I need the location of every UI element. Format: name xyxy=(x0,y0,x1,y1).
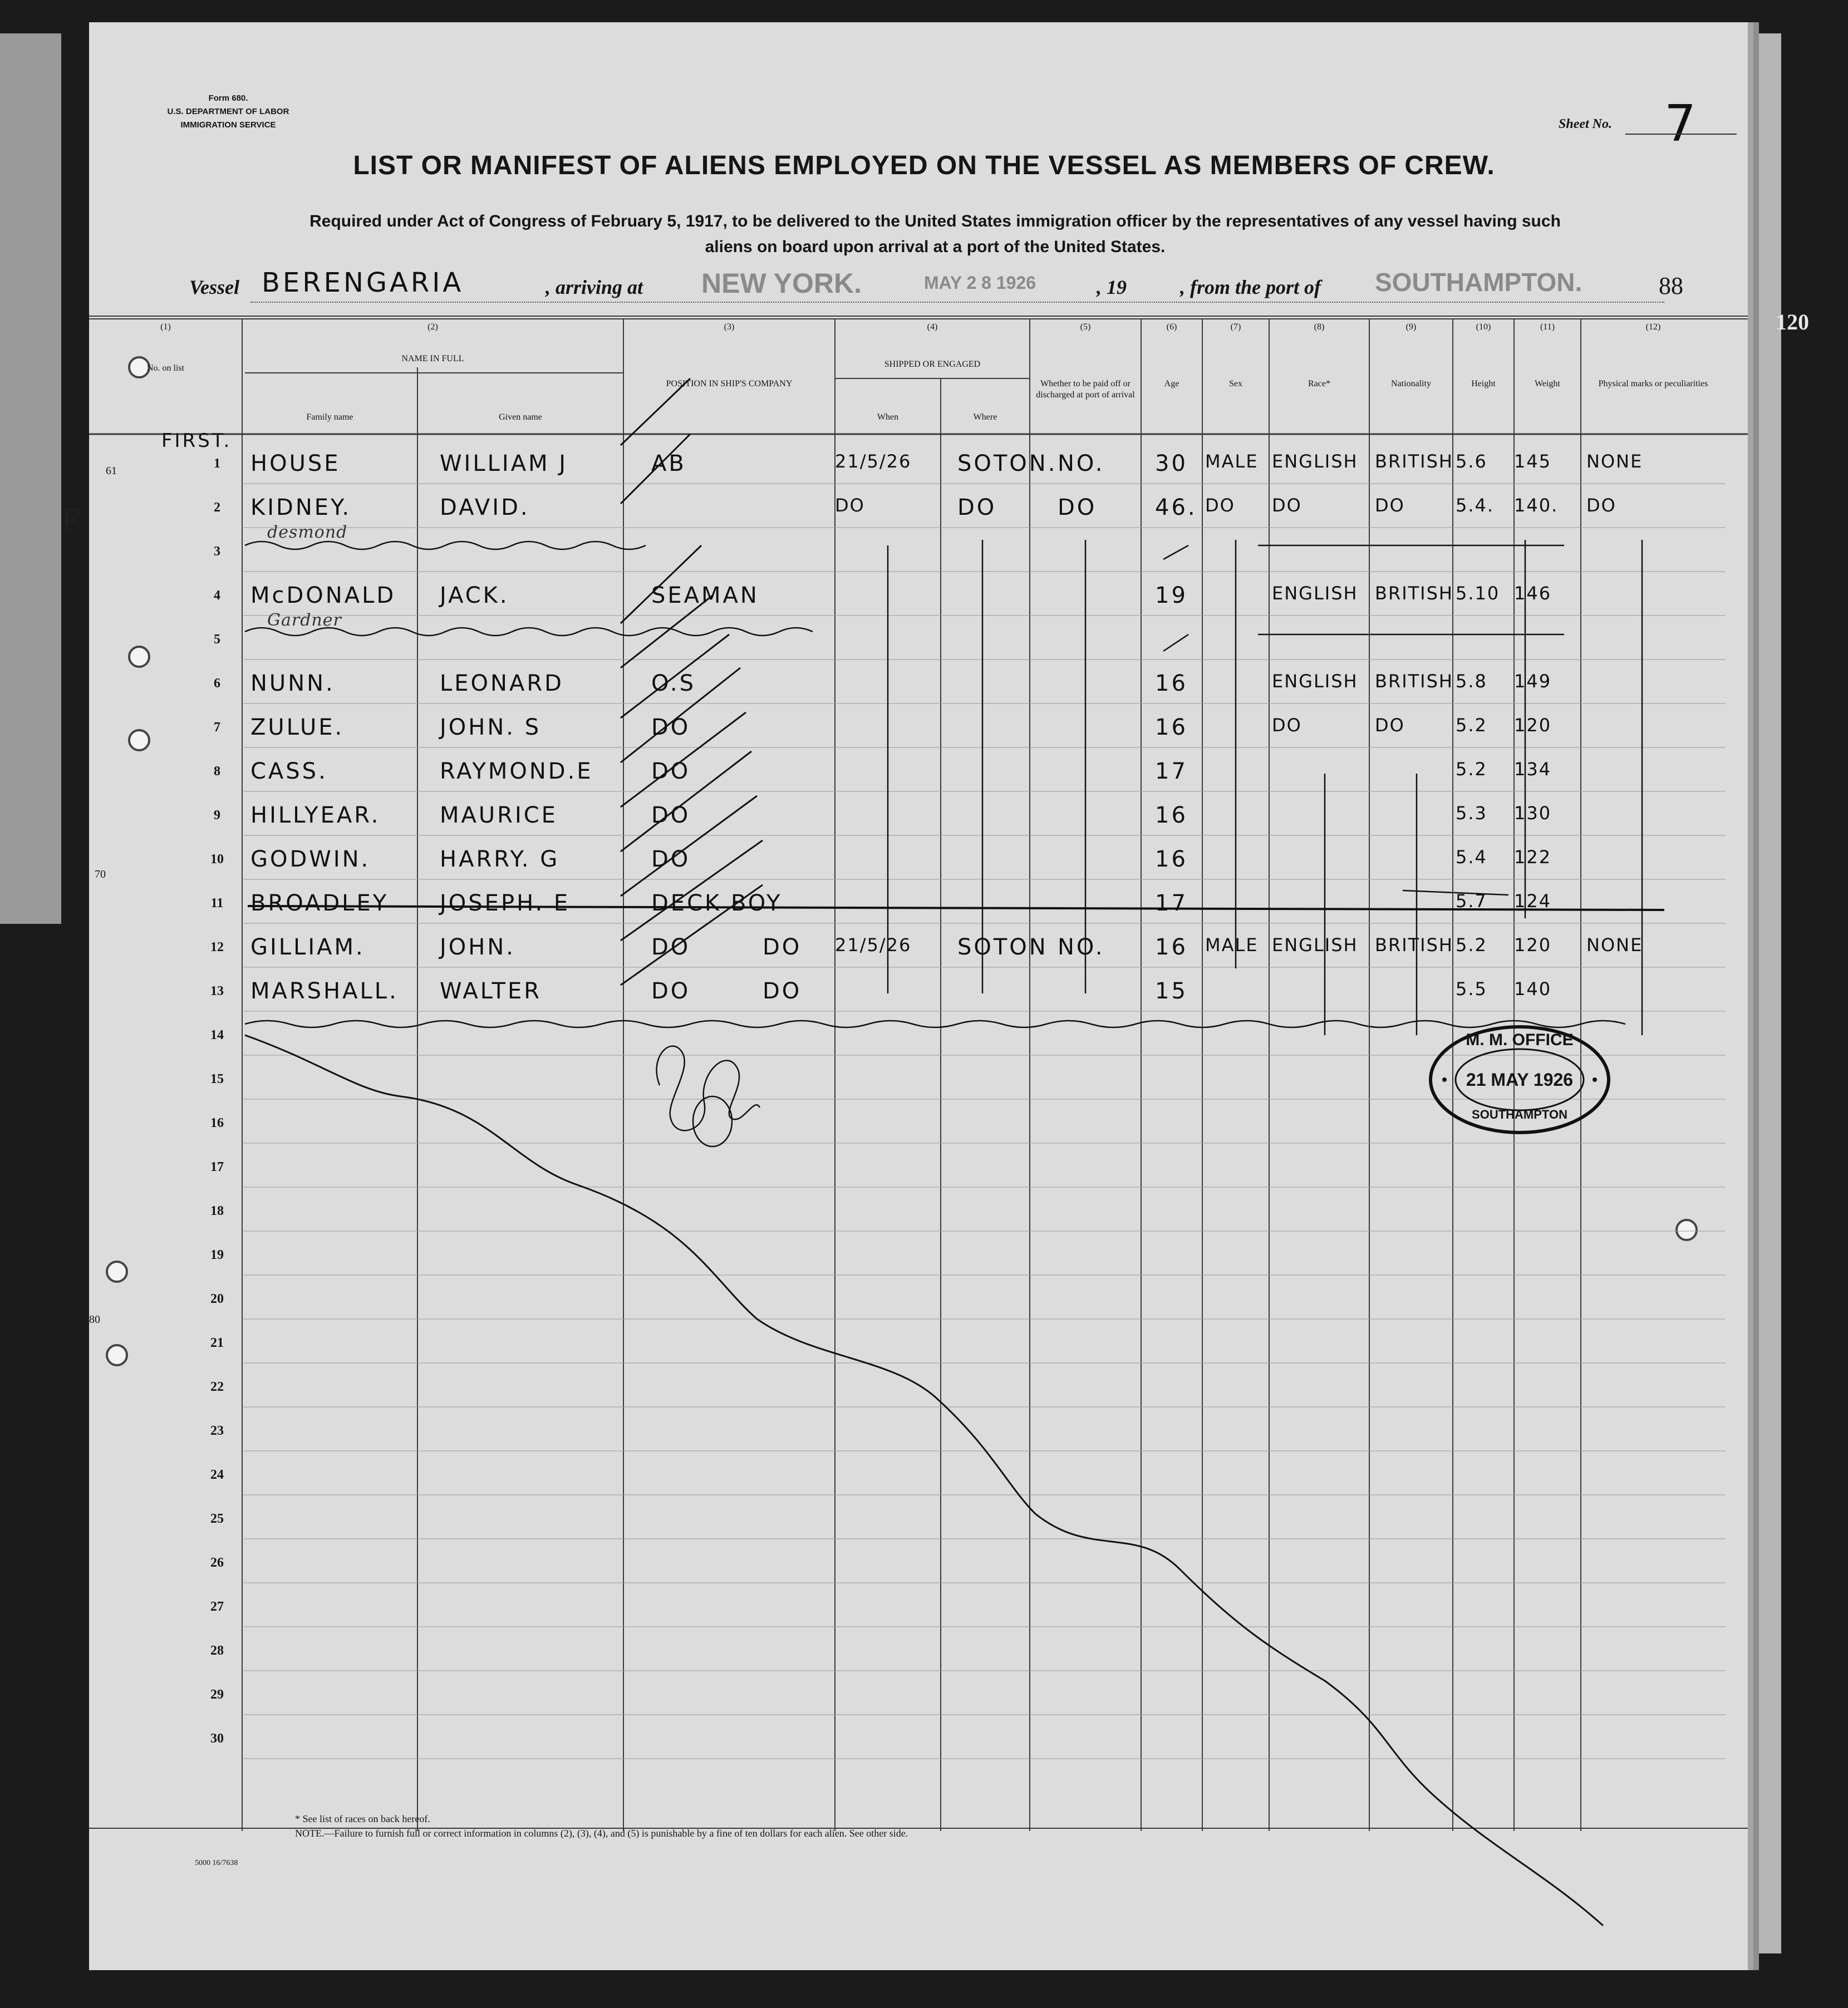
cell-height: 5.8 xyxy=(1456,671,1487,692)
row-number: 24 xyxy=(210,1468,224,1482)
cell-age: 30 xyxy=(1155,451,1188,476)
cell-position: SEAMAN xyxy=(651,583,759,608)
cell-position2: DO xyxy=(763,934,802,960)
cell-family: GODWIN. xyxy=(250,846,371,872)
cell-family: BROADLEY xyxy=(250,890,389,916)
cell-given: JOSEPH. E xyxy=(440,890,571,916)
row-number: 27 xyxy=(210,1599,224,1614)
column-subheader: Given name xyxy=(499,412,542,422)
cell-given: MAURICE xyxy=(440,803,558,828)
cell-age: 16 xyxy=(1155,934,1188,960)
cell-height: 5.10 xyxy=(1456,583,1500,604)
cell-paid-off: DO xyxy=(1058,495,1097,520)
cell-family: MARSHALL. xyxy=(250,978,399,1004)
requirement-line-1: Required under Act of Congress of February 5, 1917, to be delivered to the United States immigration officer by the representatives of any vessel having such xyxy=(309,212,1561,230)
cell-where: SOTON. xyxy=(957,451,1058,476)
row-number: 4 xyxy=(214,588,220,603)
department: U.S. DEPARTMENT OF LABOR xyxy=(167,107,289,116)
row-number: 13 xyxy=(210,984,224,998)
cell-marks: NONE xyxy=(1586,451,1643,472)
cell-family: GILLIAM. xyxy=(250,934,365,960)
row-number: 19 xyxy=(210,1248,224,1262)
fine-note: NOTE.—Failure to furnish full or correct information in columns (2), (3), (4), and (5) is punishable by a fine of ten dollars for each alien. See other side. xyxy=(295,1828,908,1839)
row-number: 23 xyxy=(210,1424,224,1438)
row-number: 14 xyxy=(210,1028,224,1042)
first-class-marker: FIRST. xyxy=(161,430,232,452)
margin-letter: F xyxy=(61,501,80,538)
vessel-label: Vessel xyxy=(189,276,239,298)
column-header: Age xyxy=(1164,379,1179,388)
row-number: 28 xyxy=(210,1643,224,1658)
race-note: * See list of races on back hereof. xyxy=(295,1813,430,1824)
cell-weight: 124 xyxy=(1514,890,1552,912)
cell-age: 46. xyxy=(1155,495,1197,520)
column-header: SHIPPED OR ENGAGED xyxy=(884,360,981,369)
row-number: 3 xyxy=(214,544,220,559)
cell-height: 5.6 xyxy=(1456,451,1487,472)
cell-age: 16 xyxy=(1155,803,1188,828)
cell-position: O.S xyxy=(651,671,696,696)
cell-position: DO xyxy=(651,715,691,740)
column-number: (9) xyxy=(1405,322,1417,332)
cell-given: JACK. xyxy=(440,583,509,608)
cell-when: 21/5/26 xyxy=(835,934,912,956)
cell-weight: 149 xyxy=(1514,671,1552,692)
row-number: 15 xyxy=(210,1072,224,1086)
cell-given: JOHN. xyxy=(440,934,515,960)
vessel-name: BERENGARIA xyxy=(262,267,464,298)
form-number: Form 680. xyxy=(208,93,248,103)
stamp-bottom-text: SOUTHAMPTON xyxy=(1472,1108,1567,1121)
cell-paid-off: NO. xyxy=(1058,934,1105,960)
column-number: (2) xyxy=(427,322,438,332)
cell-position: DO xyxy=(651,978,691,1004)
cell-weight: 130 xyxy=(1514,803,1552,824)
cell-weight: 120 xyxy=(1514,715,1552,736)
cell-given: DAVID. xyxy=(440,495,530,520)
column-subheader: When xyxy=(877,412,899,422)
row-number: 30 xyxy=(210,1731,224,1746)
row-number: 9 xyxy=(214,808,220,823)
row-number: 8 xyxy=(214,764,220,779)
row-number: 29 xyxy=(210,1687,224,1702)
cell-family: CASS. xyxy=(250,759,328,784)
cell-height: 5.3 xyxy=(1456,803,1487,824)
row-number: 10 xyxy=(210,852,224,867)
cell-race: ENGLISH xyxy=(1272,583,1358,604)
row-number: 11 xyxy=(210,896,224,911)
cell-height: 5.2 xyxy=(1456,715,1487,736)
cell-race: ENGLISH xyxy=(1272,451,1358,472)
page-number: 88 xyxy=(1659,272,1683,299)
cell-age: 17 xyxy=(1155,890,1188,916)
column-number: (1) xyxy=(160,322,171,332)
cell-given: LEONARD xyxy=(440,671,564,696)
stamp-top-text: M. M. OFFICE xyxy=(1466,1031,1574,1049)
cell-height: 5.2 xyxy=(1456,934,1487,956)
margin-mark-61: 61 xyxy=(106,465,117,477)
margin-number: 120 xyxy=(1776,309,1809,334)
service: IMMIGRATION SERVICE xyxy=(180,120,276,130)
row-number: 22 xyxy=(210,1380,224,1394)
column-header: Physical marks or peculiarities xyxy=(1598,379,1708,388)
page-title: LIST OR MANIFEST OF ALIENS EMPLOYED ON THE VESSEL AS MEMBERS OF CREW. xyxy=(353,151,1495,180)
cell-height: 5.4. xyxy=(1456,495,1495,516)
column-number: (7) xyxy=(1230,322,1241,332)
row-number: 25 xyxy=(210,1512,224,1526)
from-label: , from the port of xyxy=(1180,276,1321,298)
cell-nationality: BRITISH xyxy=(1375,671,1453,692)
cell-given: RAYMOND.E xyxy=(440,759,593,784)
cell-given: HARRY. G xyxy=(440,846,560,872)
margin-mark-80: 80 xyxy=(89,1313,100,1326)
mm-office-stamp xyxy=(1428,1024,1611,1135)
print-code: 5000 16/7638 xyxy=(195,1859,238,1867)
row-number: 5 xyxy=(214,632,220,647)
cell-weight: 145 xyxy=(1514,451,1552,472)
cell-age: 15 xyxy=(1155,978,1188,1004)
departure-port: SOUTHAMPTON. xyxy=(1375,268,1582,297)
cell-sex: MALE xyxy=(1205,451,1259,472)
margin-mark-70: 70 xyxy=(95,868,106,880)
cell-sex: MALE xyxy=(1205,934,1259,956)
cell-age: 16 xyxy=(1155,846,1188,872)
cell-height: 5.5 xyxy=(1456,978,1487,1000)
column-header: Weight xyxy=(1535,379,1560,388)
column-header: NAME IN FULL xyxy=(401,354,464,363)
cell-family: ZULUE. xyxy=(250,715,345,740)
cell-height: 5.2 xyxy=(1456,759,1487,780)
column-header: POSITION IN SHIP'S COMPANY xyxy=(666,379,793,388)
row-number: 18 xyxy=(210,1204,224,1218)
cell-weight: 146 xyxy=(1514,583,1552,604)
requirement-line-2: aliens on board upon arrival at a port of the United States. xyxy=(705,238,1166,256)
cell-where: DO xyxy=(957,495,997,520)
cell-annotation: Gardner xyxy=(267,611,342,630)
cell-paid-off: NO. xyxy=(1058,451,1105,476)
cell-race: ENGLISH xyxy=(1272,671,1358,692)
cell-when: DO xyxy=(835,495,865,516)
cell-position: DO xyxy=(651,846,691,872)
column-number: (12) xyxy=(1645,322,1661,332)
row-number: 17 xyxy=(210,1160,224,1174)
cell-position: DECK BOY xyxy=(651,890,783,916)
cell-age: 16 xyxy=(1155,671,1188,696)
row-number: 21 xyxy=(210,1336,224,1350)
row-number: 6 xyxy=(214,676,220,691)
cell-family: KIDNEY. xyxy=(250,495,352,520)
cell-position: DO xyxy=(651,759,691,784)
column-number: (6) xyxy=(1166,322,1177,332)
cell-marks: NONE xyxy=(1586,934,1643,956)
cell-family: NUNN. xyxy=(250,671,335,696)
cell-sex: DO xyxy=(1205,495,1235,516)
cell-weight: 140. xyxy=(1514,495,1559,516)
cell-nationality: DO xyxy=(1375,495,1405,516)
column-subheader: Family name xyxy=(306,412,353,422)
column-number: (11) xyxy=(1540,322,1555,332)
cell-given: WILLIAM J xyxy=(440,451,568,476)
cell-nationality: BRITISH xyxy=(1375,583,1453,604)
row-number: 7 xyxy=(214,720,220,735)
year-label: , 19 xyxy=(1097,276,1127,298)
row-number: 26 xyxy=(210,1556,224,1570)
cell-height: 5.7 xyxy=(1456,890,1487,912)
cell-race: ENGLISH xyxy=(1272,934,1358,956)
cell-nationality: DO xyxy=(1375,715,1405,736)
cell-weight: 140 xyxy=(1514,978,1552,1000)
row-number: 20 xyxy=(210,1292,224,1306)
cell-weight: 122 xyxy=(1514,846,1552,868)
cell-family: HOUSE xyxy=(250,451,341,476)
column-subheader: Where xyxy=(973,412,997,422)
row-number: 1 xyxy=(214,456,220,471)
row-number: 2 xyxy=(214,500,220,515)
column-header: Sex xyxy=(1229,379,1242,388)
sheet-number: 7 xyxy=(1664,95,1697,153)
cell-marks: DO xyxy=(1586,495,1616,516)
arriving-port: NEW YORK. xyxy=(701,268,862,299)
arriving-label: , arriving at xyxy=(545,276,643,298)
cell-position: AB xyxy=(651,451,686,476)
cell-weight: 134 xyxy=(1514,759,1552,780)
cell-family: McDONALD xyxy=(250,583,396,608)
column-header: Whether to be paid off or discharged at port of arrival xyxy=(1036,379,1135,400)
cell-annotation: desmond xyxy=(267,523,348,542)
cell-when: 21/5/26 xyxy=(835,451,912,472)
column-header: Race* xyxy=(1308,379,1330,388)
footer-notes xyxy=(295,1812,908,1840)
column-number: (3) xyxy=(724,322,735,332)
row-number: 12 xyxy=(210,940,224,954)
row-number: 16 xyxy=(210,1116,224,1130)
cell-nationality: BRITISH xyxy=(1375,934,1453,956)
column-header: Nationality xyxy=(1391,379,1431,388)
previous-page-edge xyxy=(0,33,61,924)
sheet-label: Sheet No. xyxy=(1559,117,1612,131)
cell-position2: DO xyxy=(763,978,802,1004)
cell-where: SOTON xyxy=(957,934,1048,960)
column-header: Height xyxy=(1471,379,1496,388)
cell-age: 16 xyxy=(1155,715,1188,740)
column-number: (4) xyxy=(927,322,938,332)
manifest-sheet xyxy=(89,22,1748,1970)
cell-given: JOHN. S xyxy=(440,715,542,740)
cell-nationality: BRITISH xyxy=(1375,451,1453,472)
cell-age: 17 xyxy=(1155,759,1188,784)
cell-race: DO xyxy=(1272,715,1302,736)
column-number: (5) xyxy=(1080,322,1091,332)
cell-age: 19 xyxy=(1155,583,1188,608)
cell-position: DO xyxy=(651,934,691,960)
cell-height: 5.4 xyxy=(1456,846,1487,868)
cell-race: DO xyxy=(1272,495,1302,516)
cell-weight: 120 xyxy=(1514,934,1552,956)
arrival-date-stamp: MAY 2 8 1926 xyxy=(924,273,1036,293)
cell-given: WALTER xyxy=(440,978,542,1004)
cell-family: HILLYEAR. xyxy=(250,803,381,828)
column-header: No. on list xyxy=(146,363,185,373)
stamp-date: 21 MAY 1926 xyxy=(1466,1070,1574,1090)
cell-position: DO xyxy=(651,803,691,828)
column-number: (10) xyxy=(1476,322,1491,332)
column-number: (8) xyxy=(1314,322,1325,332)
